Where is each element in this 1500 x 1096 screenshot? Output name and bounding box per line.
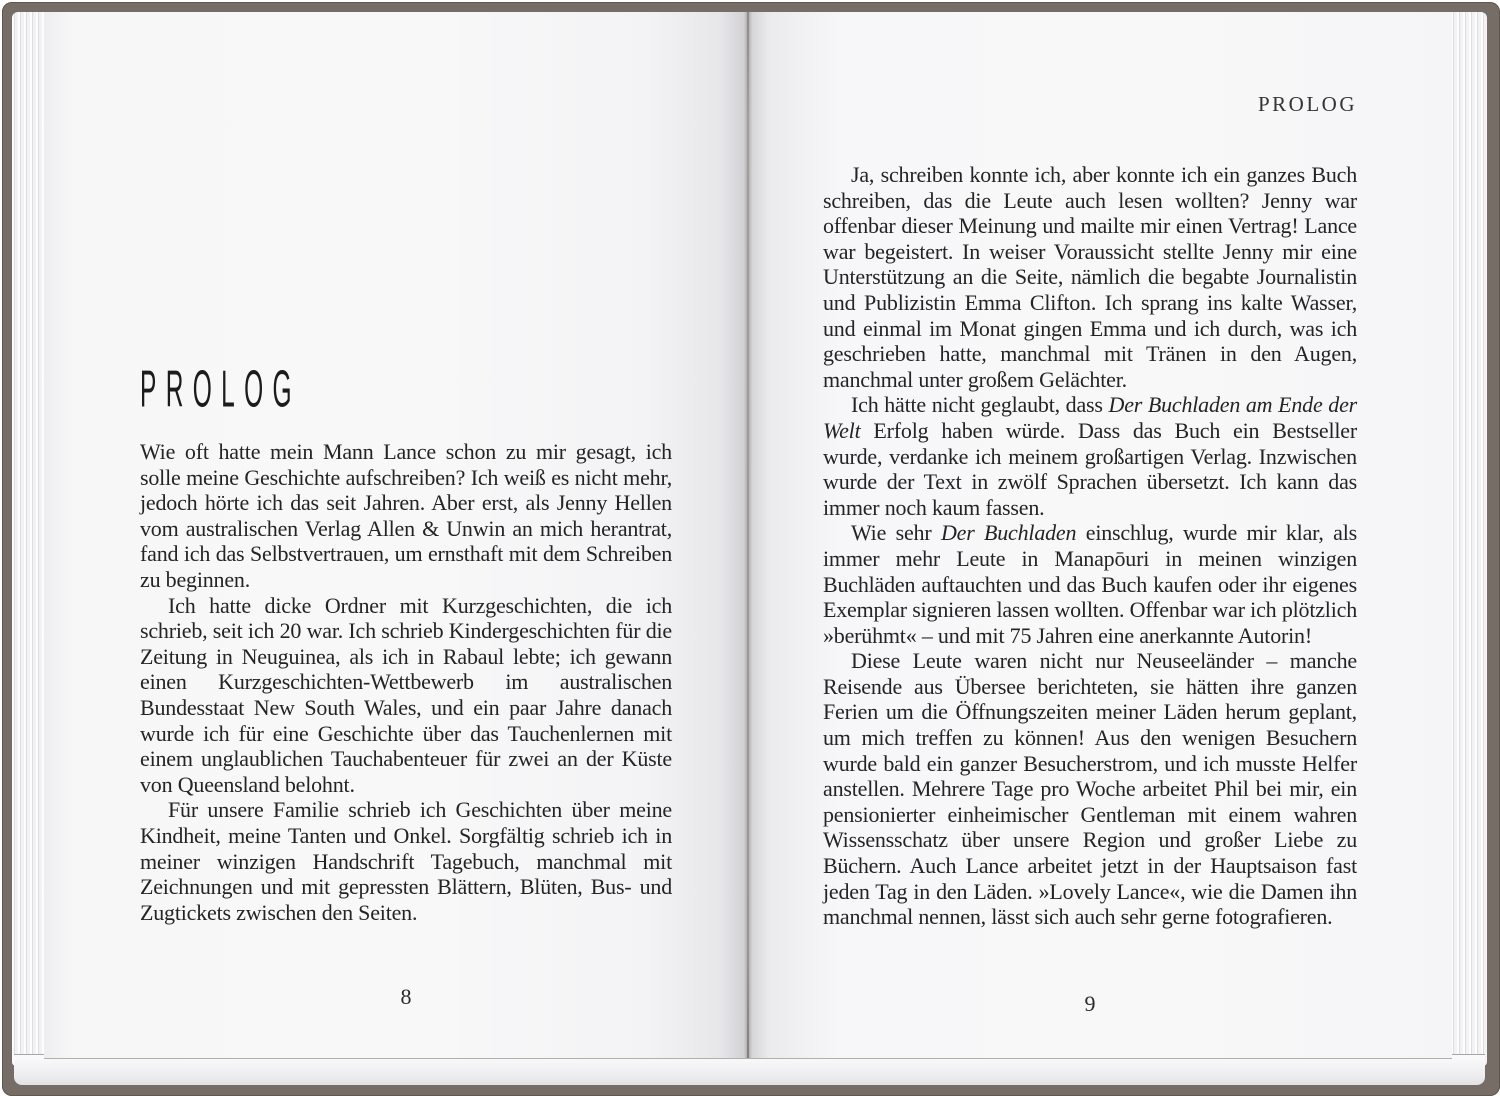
- right-page-text-column: [823, 12, 1357, 1058]
- book-title-italic: Der Buchladen: [940, 520, 1077, 546]
- text-segment: Ja, schreiben konnte ich, aber konnte ich ein ganzes Buch schreiben, das die Leute auch lesen wollten? Jenny war offenbar dieser Meinung und mailte mir einen Vertrag! Lance war begeistert. In weiser Voraussicht stellte Jenny mir eine Unterstützung an die Seite, nämlich die begabte Journalistin und Publizistin Emma Clifton. Ich sprang ins kalte Wasser, und einmal im Monat gingen Emma und ich durch, was ich geschrieben hatte, manchmal mit Tränen in den Augen, manchmal unter großem Gelächter.: [823, 162, 1357, 392]
- text-segment: einschlug, wurde mir klar, als immer mehr Leute in Manapōuri in meinen winzigen Buchläden auftauchten und das Buch kaufen oder ihr eigenes Exemplar signieren lassen wollten. Offenbar war ich plötzlich »berühmt« – und mit 75 Jahren eine anerkannte Autorin!: [823, 520, 1357, 648]
- text-segment: Wie sehr: [851, 520, 941, 546]
- left-page: [44, 12, 748, 1059]
- book-gutter-shadow: [747, 12, 749, 1058]
- book-title-italic: Der Buchladen am Ende der Welt: [823, 392, 1357, 443]
- open-book-spread: [44, 12, 1452, 1058]
- left-page-text-column: [140, 12, 672, 1058]
- text-segment: Ich hatte dicke Ordner mit Kurzgeschichten, die ich schrieb, seit ich 20 war. Ich schrieb Kindergeschichten für die Zeitung in Neuguinea, als ich in Rabaul lebte; ich gewann einen Kurzgeschichten-Wettbewerb im australischen Bundesstaat New South Wales, und ein paar Jahre danach wurde ich für eine Geschichte über das Tauchenlernen mit einem unglaublichen Tauchabenteuer für zwei an der Küste von Queensland belohnt.: [140, 592, 672, 797]
- right-page: [748, 12, 1452, 1059]
- paragraph: [823, 162, 1357, 392]
- text-segment: Wie oft hatte mein Mann Lance schon zu mir gesagt, ich solle meine Geschichte aufschreiben? Ich weiß es nicht mehr, jedoch hörte ich das seit Jahren. Aber erst, als Jenny Hellen vom australischen Verlag Allen & Unwin an mich herantrat, fand ich das Selbstvertrauen, um ernsthaft mit dem Schreiben zu beginnen.: [140, 439, 672, 592]
- paragraph: [140, 439, 672, 593]
- page-number-right: 9: [1084, 991, 1096, 1016]
- text-segment: Erfolg haben würde. Dass das Buch ein Bestseller wurde, verdanke ich meinem großartigen Verlag. Inzwischen wurde der Text in zwölf Sprachen übersetzt. Ich kann das immer noch kaum fassen.: [823, 417, 1357, 520]
- chapter-heading: PROLOG: [140, 360, 301, 419]
- text-segment: Diese Leute waren nicht nur Neuseeländer – manche Reisende aus Übersee berichteten, sie hätten ihre ganzen Ferien um die Öffnungszeiten meiner Läden herum geplant, um mich treffen zu können! Aus den wenigen Besuchern wurde bald ein ganzer Besucherstrom, und ich musste Helfer anstellen. Mehrere Tage pro Woche arbeitet Phil bei mir, ein pensionierter einheimischer Gentleman mit einem wahren Wissensschatz über unsere Region und großer Liebe zu Büchern. Auch Lance arbeitet jetzt in der Hauptsaison fast jeden Tag in den Läden. »Lovely Lance«, wie die Damen ihn manchmal nennen, lässt sich auch sehr gerne fotografieren.: [823, 648, 1357, 930]
- paragraph: [823, 648, 1357, 930]
- right-page-body-text: [823, 162, 1357, 930]
- running-header: PROLOG: [1257, 92, 1357, 116]
- text-segment: Ich hätte nicht geglaubt, dass: [851, 392, 1109, 418]
- left-page-body-text: [140, 439, 672, 925]
- paragraph: [823, 392, 1357, 520]
- paragraph: [823, 520, 1357, 648]
- text-segment: Für unsere Familie schrieb ich Geschichten über meine Kindheit, meine Tanten und Onkel. Sorgfältig schrieb ich in meiner winzigen Handschrift Tagebuch, manchmal mit Zeichnungen und mit gepressten Blättern, Blüten, Bus- und Zugtickets zwischen den Seiten.: [140, 797, 672, 925]
- page-number-left: 8: [400, 984, 412, 1009]
- paragraph: [140, 593, 672, 798]
- paragraph: [140, 797, 672, 925]
